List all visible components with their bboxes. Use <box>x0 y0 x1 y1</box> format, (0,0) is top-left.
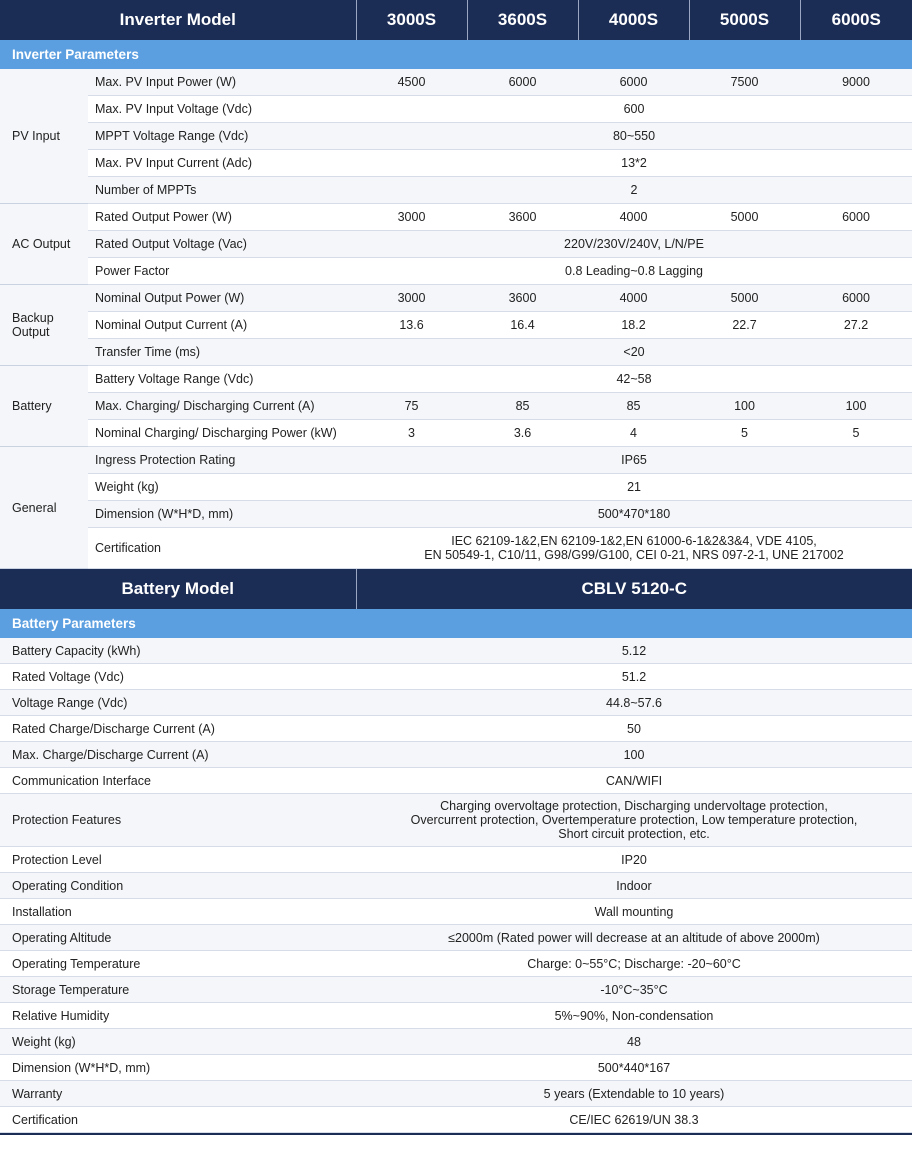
spec-row <box>0 638 912 664</box>
spec-row <box>0 794 912 847</box>
parameter-value: 80~550 <box>356 123 912 150</box>
spec-row <box>0 847 912 873</box>
inverter-header-row <box>0 0 912 40</box>
parameter-value: 51.2 <box>356 664 912 690</box>
parameter-value: 500*440*167 <box>356 1055 912 1081</box>
parameter-value: 85 <box>578 393 689 420</box>
parameter-value: 6000 <box>467 69 578 96</box>
spec-row <box>0 123 912 150</box>
parameter-value: 75 <box>356 393 467 420</box>
parameter-value: ≤2000m (Rated power will decrease at an altitude of above 2000m) <box>356 925 912 951</box>
parameter-label: Operating Altitude <box>0 925 356 951</box>
parameter-value: 6000 <box>578 69 689 96</box>
parameter-label: MPPT Voltage Range (Vdc) <box>88 123 356 150</box>
parameter-value: 5000 <box>689 285 800 312</box>
spec-row <box>0 742 912 768</box>
inverter-section-row <box>0 40 912 69</box>
parameter-label: Relative Humidity <box>0 1003 356 1029</box>
spec-row <box>0 951 912 977</box>
group-label: Battery <box>0 366 88 447</box>
parameter-value: CE/IEC 62619/UN 38.3 <box>356 1107 912 1133</box>
spec-row <box>0 366 912 393</box>
spec-row <box>0 96 912 123</box>
parameter-value: 3 <box>356 420 467 447</box>
value-line: Overcurrent protection, Overtemperature protection, Low temperature protection, <box>410 813 858 827</box>
spec-row <box>0 69 912 96</box>
group-label: PV Input <box>0 69 88 204</box>
parameter-value: 5 <box>689 420 800 447</box>
parameter-label: Dimension (W*H*D, mm) <box>0 1055 356 1081</box>
parameter-label: Communication Interface <box>0 768 356 794</box>
spec-row <box>0 925 912 951</box>
parameter-value: 4500 <box>356 69 467 96</box>
parameter-value: 5 <box>800 420 912 447</box>
parameter-label: Operating Condition <box>0 873 356 899</box>
parameter-label: Dimension (W*H*D, mm) <box>88 501 356 528</box>
battery-spec-table <box>0 569 912 1133</box>
model-heading: 3000S <box>356 0 467 40</box>
parameter-label: Voltage Range (Vdc) <box>0 690 356 716</box>
parameter-value: 42~58 <box>356 366 912 393</box>
spec-row <box>0 873 912 899</box>
parameter-value: 100 <box>689 393 800 420</box>
parameter-label: Protection Features <box>0 794 356 847</box>
spec-row <box>0 258 912 285</box>
parameter-value: 100 <box>800 393 912 420</box>
parameter-value: 4000 <box>578 285 689 312</box>
parameter-value: 3000 <box>356 285 467 312</box>
parameter-value: 85 <box>467 393 578 420</box>
value-line: Charging overvoltage protection, Discharging undervoltage protection, <box>440 799 828 813</box>
parameter-label: Operating Temperature <box>0 951 356 977</box>
value-line: IEC 62109-1&2,EN 62109-1&2,EN 61000-6-1&2&3&4, VDE 4105, <box>451 534 817 548</box>
parameter-label: Max. PV Input Voltage (Vdc) <box>88 96 356 123</box>
parameter-label: Max. Charging/ Discharging Current (A) <box>88 393 356 420</box>
parameter-label: Ingress Protection Rating <box>88 447 356 474</box>
parameter-label: Warranty <box>0 1081 356 1107</box>
parameter-value: -10°C~35°C <box>356 977 912 1003</box>
parameter-value: 6000 <box>800 285 912 312</box>
spec-row <box>0 150 912 177</box>
bottom-divider <box>0 1133 912 1135</box>
value-line: Short circuit protection, etc. <box>558 827 710 841</box>
parameter-value: 3000 <box>356 204 467 231</box>
parameter-value: 2 <box>356 177 912 204</box>
parameter-label: Protection Level <box>0 847 356 873</box>
spec-row <box>0 420 912 447</box>
parameter-value: Indoor <box>356 873 912 899</box>
parameter-label: Transfer Time (ms) <box>88 339 356 366</box>
spec-row <box>0 1055 912 1081</box>
battery-model-heading: Battery Model <box>0 569 356 609</box>
spec-row <box>0 393 912 420</box>
parameter-label: Rated Charge/Discharge Current (A) <box>0 716 356 742</box>
parameter-label: Installation <box>0 899 356 925</box>
parameter-label: Nominal Charging/ Discharging Power (kW) <box>88 420 356 447</box>
parameter-label: Certification <box>0 1107 356 1133</box>
parameter-label: Max. Charge/Discharge Current (A) <box>0 742 356 768</box>
group-label: General <box>0 447 88 569</box>
parameter-value: 21 <box>356 474 912 501</box>
parameter-value: 13*2 <box>356 150 912 177</box>
parameter-label: Battery Voltage Range (Vdc) <box>88 366 356 393</box>
inverter-model-heading: Inverter Model <box>0 0 356 40</box>
parameter-label: Certification <box>88 528 356 569</box>
parameter-label: Weight (kg) <box>0 1029 356 1055</box>
parameter-value: 5 years (Extendable to 10 years) <box>356 1081 912 1107</box>
inverter-parameters-title: Inverter Parameters <box>0 40 912 69</box>
parameter-value: 6000 <box>800 204 912 231</box>
spec-row <box>0 716 912 742</box>
spec-row <box>0 1081 912 1107</box>
parameter-label: Battery Capacity (kWh) <box>0 638 356 664</box>
parameter-value: 5%~90%, Non-condensation <box>356 1003 912 1029</box>
group-label: Backup Output <box>0 285 88 366</box>
spec-row <box>0 977 912 1003</box>
parameter-value: 3.6 <box>467 420 578 447</box>
model-heading: 3600S <box>467 0 578 40</box>
parameter-value: IP20 <box>356 847 912 873</box>
parameter-label: Power Factor <box>88 258 356 285</box>
parameter-value: IP65 <box>356 447 912 474</box>
spec-row <box>0 899 912 925</box>
spec-row <box>0 312 912 339</box>
group-label: AC Output <box>0 204 88 285</box>
parameter-value: <20 <box>356 339 912 366</box>
parameter-label: Number of MPPTs <box>88 177 356 204</box>
spec-row <box>0 664 912 690</box>
parameter-value: 22.7 <box>689 312 800 339</box>
spec-row <box>0 285 912 312</box>
parameter-label: Rated Output Power (W) <box>88 204 356 231</box>
spec-row <box>0 690 912 716</box>
parameter-label: Storage Temperature <box>0 977 356 1003</box>
parameter-value: 48 <box>356 1029 912 1055</box>
spec-row <box>0 177 912 204</box>
parameter-value <box>356 794 912 847</box>
parameter-value <box>356 528 912 569</box>
battery-header-row <box>0 569 912 609</box>
spec-row <box>0 1003 912 1029</box>
parameter-value: CAN/WIFI <box>356 768 912 794</box>
parameter-value: 9000 <box>800 69 912 96</box>
model-heading: 6000S <box>800 0 912 40</box>
spec-row <box>0 447 912 474</box>
parameter-value: 600 <box>356 96 912 123</box>
parameter-value: 27.2 <box>800 312 912 339</box>
battery-model-name: CBLV 5120-C <box>356 569 912 609</box>
parameter-label: Max. PV Input Power (W) <box>88 69 356 96</box>
parameter-value: 16.4 <box>467 312 578 339</box>
spec-row <box>0 204 912 231</box>
spec-row <box>0 339 912 366</box>
model-heading: 5000S <box>689 0 800 40</box>
parameter-value: 100 <box>356 742 912 768</box>
parameter-label: Nominal Output Power (W) <box>88 285 356 312</box>
parameter-value: 4 <box>578 420 689 447</box>
parameter-value: 5000 <box>689 204 800 231</box>
parameter-label: Max. PV Input Current (Adc) <box>88 150 356 177</box>
parameter-label: Rated Output Voltage (Vac) <box>88 231 356 258</box>
spec-row <box>0 528 912 569</box>
spec-row <box>0 474 912 501</box>
parameter-label: Nominal Output Current (A) <box>88 312 356 339</box>
parameter-value: 5.12 <box>356 638 912 664</box>
parameter-value: 500*470*180 <box>356 501 912 528</box>
model-heading: 4000S <box>578 0 689 40</box>
parameter-value: 44.8~57.6 <box>356 690 912 716</box>
parameter-label: Rated Voltage (Vdc) <box>0 664 356 690</box>
parameter-value: 0.8 Leading~0.8 Lagging <box>356 258 912 285</box>
spec-row <box>0 1029 912 1055</box>
parameter-value: 7500 <box>689 69 800 96</box>
spec-row <box>0 1107 912 1133</box>
battery-parameters-title: Battery Parameters <box>0 609 912 638</box>
value-line: EN 50549-1, C10/11, G98/G99/G100, CEI 0-21, NRS 097-2-1, UNE 217002 <box>424 548 844 562</box>
parameter-value: 3600 <box>467 204 578 231</box>
parameter-value: 13.6 <box>356 312 467 339</box>
inverter-spec-table <box>0 0 912 569</box>
parameter-label: Weight (kg) <box>88 474 356 501</box>
spec-row <box>0 501 912 528</box>
parameter-value: 4000 <box>578 204 689 231</box>
battery-section-row <box>0 609 912 638</box>
parameter-value: 18.2 <box>578 312 689 339</box>
parameter-value: Charge: 0~55°C; Discharge: -20~60°C <box>356 951 912 977</box>
parameter-value: 3600 <box>467 285 578 312</box>
parameter-value: Wall mounting <box>356 899 912 925</box>
spec-row <box>0 231 912 258</box>
parameter-value: 50 <box>356 716 912 742</box>
parameter-value: 220V/230V/240V, L/N/PE <box>356 231 912 258</box>
spec-row <box>0 768 912 794</box>
